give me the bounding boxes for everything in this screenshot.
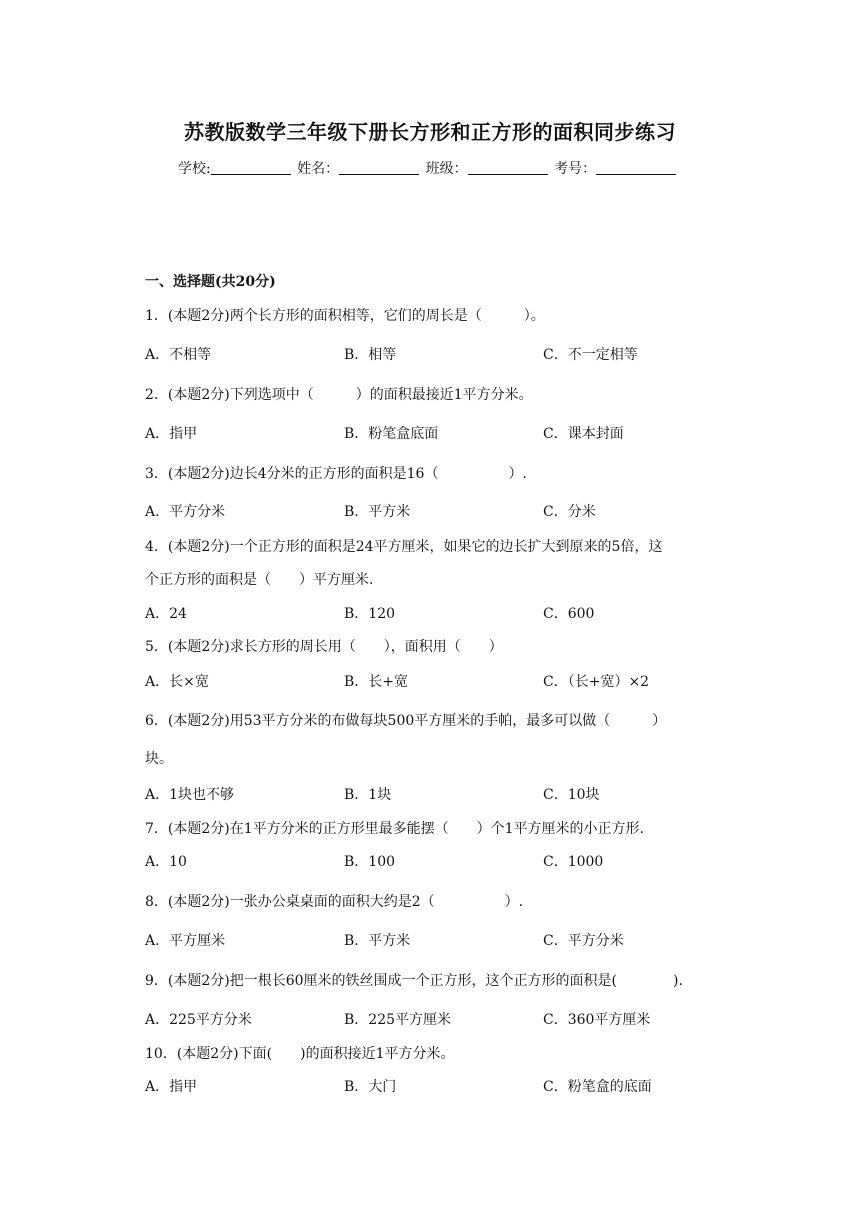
q4-option-c[interactable]: C．600 (543, 606, 595, 622)
q3-option-a[interactable]: A．平方分米 (145, 504, 226, 520)
question-4-line-2: 个正方形的面积是（ ）平方厘米. (145, 572, 374, 588)
q6-option-b[interactable]: B．1块 (344, 787, 392, 803)
name-label: 姓名： (297, 161, 340, 177)
q4-option-b[interactable]: B．120 (344, 606, 396, 622)
question-2: 2．(本题2分)下列选项中（ ）的面积最接近1平方分米。 (145, 387, 533, 403)
question-7: 7．(本题2分)在1平方分米的正方形里最多能摆（ ）个1平方厘米的小正方形. (145, 821, 645, 837)
q10-option-b[interactable]: B．大门 (344, 1079, 397, 1095)
question-1: 1．(本题2分)两个长方形的面积相等，它们的周长是（ ）。 (145, 308, 545, 324)
q6-option-c[interactable]: C．10块 (543, 787, 600, 803)
q9-option-b[interactable]: B．225平方厘米 (344, 1012, 452, 1028)
name-blank[interactable] (339, 160, 419, 175)
q7-option-c[interactable]: C．1000 (543, 854, 604, 870)
q7-option-a[interactable]: A．10 (145, 854, 187, 870)
exam-no-blank[interactable] (596, 160, 676, 175)
q2-option-c[interactable]: C．课本封面 (543, 426, 624, 442)
question-6 (145, 710, 666, 730)
q1-option-c[interactable]: C．不一定相等 (543, 347, 638, 363)
q9-option-a[interactable]: A．225平方分米 (145, 1012, 252, 1028)
page-title: 苏教版数学三年级下册长方形和正方形的面积同步练习 (184, 120, 676, 144)
q6-option-a[interactable]: A．1块也不够 (145, 787, 235, 803)
q10-option-c[interactable]: C．粉笔盒的底面 (543, 1079, 652, 1095)
q3-option-b[interactable]: B．平方米 (344, 504, 411, 520)
q5-option-c[interactable]: C．（长+宽）×2 (543, 674, 650, 690)
q7-option-b[interactable]: B．100 (344, 854, 396, 870)
q5-option-b[interactable]: B．长+宽 (344, 674, 409, 690)
q1-option-b[interactable]: B．相等 (344, 347, 397, 363)
exam-no-label: 考号： (554, 161, 597, 177)
q4-option-a[interactable]: A．24 (145, 606, 187, 622)
student-info-line (178, 158, 678, 178)
section-heading: 一、选择题(共20分) (145, 274, 276, 290)
q8-option-b[interactable]: B．平方米 (344, 933, 411, 949)
q9-option-c[interactable]: C．360平方厘米 (543, 1012, 651, 1028)
question-6-line-2: 块。 (145, 751, 173, 767)
question-9: 9．(本题2分)把一根长60厘米的铁丝围成一个正方形，这个正方形的面积是( ). (145, 973, 683, 989)
q8-option-c[interactable]: C．平方分米 (543, 933, 624, 949)
school-label: 学校: (178, 161, 211, 177)
question-6-line-1: 6．(本题2分)用53平方分米的布做每块500平方厘米的手帕，最多可以做（ ） (145, 713, 667, 729)
question-4-cont (145, 569, 373, 589)
class-blank[interactable] (468, 160, 548, 175)
q1-option-a[interactable]: A．不相等 (145, 347, 212, 363)
class-label: 班级： (425, 161, 468, 177)
school-blank[interactable] (211, 160, 291, 175)
q2-option-b[interactable]: B．粉笔盒底面 (344, 426, 439, 442)
question-6-cont (145, 748, 173, 768)
question-4 (145, 536, 662, 556)
q5-option-a[interactable]: A．长×宽 (145, 674, 209, 690)
q2-option-a[interactable]: A．指甲 (145, 426, 198, 442)
q10-option-a[interactable]: A．指甲 (145, 1079, 198, 1095)
q8-option-a[interactable]: A．平方厘米 (145, 933, 226, 949)
q3-option-c[interactable]: C．分米 (543, 504, 596, 520)
question-5: 5．(本题2分)求长方形的周长用（ ），面积用（ ） (145, 639, 503, 655)
question-3: 3．(本题2分)边长4分米的正方形的面积是16（ ）. (145, 466, 527, 482)
question-8: 8．(本题2分)一张办公桌桌面的面积大约是2（ ）. (145, 894, 524, 910)
question-10: 10．(本题2分)下面( )的面积接近1平方分米。 (145, 1046, 455, 1062)
question-4-line-1: 4．(本题2分)一个正方形的面积是24平方厘米，如果它的边长扩大到原来的5倍，这 (145, 539, 663, 555)
